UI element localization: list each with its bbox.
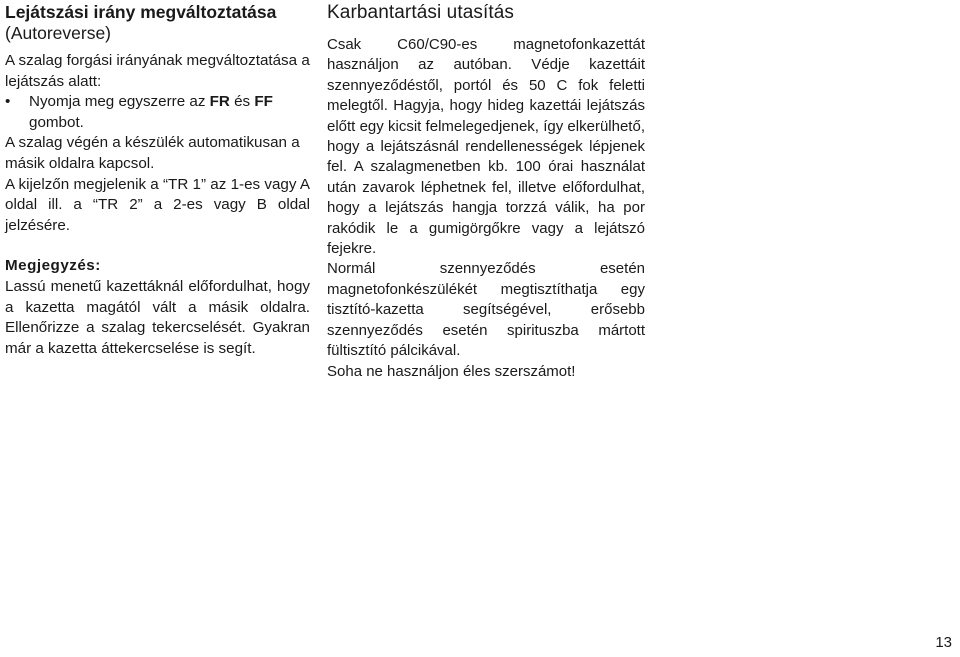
section-heading-autoreverse: Lejátszási irány megváltoztatása — [5, 2, 277, 22]
warning-text: Soha ne használjon éles szerszámot! — [327, 362, 576, 380]
note-text: Lassú menetű kazettáknál előfordulhat, hogy a kazetta magától vált a másik oldalra. Ellenőrizze a szalag tekercselését. Gyakran már a kazetta áttekercselése is segít. — [5, 277, 310, 357]
maintenance-paragraph: Csak C60/C90-es magnetofonkazettát használjon az autóban. Védje kazettáit szennyeződéstől, portól és 50 C fok feletti melegtől. Hagyja, hogy hideg kazettái lejátszás előtt egy kicsit felmelegedjenek, így elkerülhető, hogy a lejátszásnál rendellenességek lépjenek fel. A szalagmenetben kb. 100 órai használat után zavarok léphetnek fel, illetve előfordulhat, hogy a lejátszás hangja torzzá válik, ha por rakódik le a gumigörgőkre vagy a lejátszó fejekre. — [327, 36, 645, 258]
auto-switch-paragraph: A szalag végén a készülék automatikusan a másik oldalra kapcsol. — [5, 134, 300, 172]
note-title: Megjegyzés: — [5, 257, 101, 275]
key-ff: FF — [254, 93, 273, 111]
section-heading-maintenance: Karbantartási utasítás — [327, 2, 515, 23]
key-fr: FR — [209, 93, 230, 111]
left-column — [5, 0, 310, 359]
section-subheading: (Autoreverse) — [5, 23, 112, 43]
cleaning-paragraph: Normál szennyeződés esetén magnetofonkészülékét megtisztíthatja egy tisztító-kazetta segítségével, erősebb szennyeződés esetén spirituszba mártott fültisztító pálcikával. — [327, 260, 645, 360]
bullet-text-middle: és — [229, 93, 255, 111]
display-info-paragraph: A kijelzőn megjelenik a “TR 1” az 1-es vagy A oldal ill. a “TR 2” a 2-es vagy B oldal jelzésére. — [5, 175, 310, 234]
bullet-text-prefix: Nyomja meg egyszerre az — [29, 93, 210, 111]
bullet-item — [5, 92, 310, 133]
bullet-text-suffix: gombot. — [29, 113, 84, 131]
right-column — [327, 0, 645, 382]
bullet-marker: • — [5, 93, 11, 111]
page-number: 13 — [935, 634, 952, 651]
intro-paragraph: A szalag forgási irányának megváltoztatása a lejátszás alatt: — [5, 52, 310, 90]
bullet-text — [29, 92, 310, 133]
